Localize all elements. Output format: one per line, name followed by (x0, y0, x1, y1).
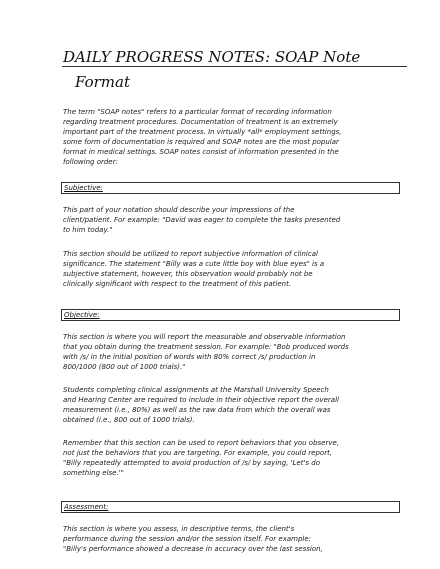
assessment-heading: Assessment: (64, 503, 109, 511)
objective-paragraph: Remember that this section can be used to report behaviors that you observe, not just the behaviors that you are targeting. For example, you could report, "Billy repeatedly attempted to avoid production of /s/ by saying, 'Let's do something else.'" (63, 439, 340, 477)
title-underline (62, 66, 407, 67)
subjective-paragraph: This section should be utilized to report subjective information of clinical significance. The statement "Billy was a cute little boy with blue eyes" is a subjective statement, however, this observation would probably not be clinically significant with respect to the treatment of this patient. (63, 250, 325, 288)
objective-paragraph: This section is where you will report the measurable and observable information that you obtain during the treatment session. For example: "Bob produced words with /s/ in the initial position of words with 80% correct /s/ production in 800/1000 (800 out of 1000 trials)." (63, 333, 349, 371)
subjective-heading-box (61, 182, 400, 194)
intro-paragraph: The term "SOAP notes" refers to a particular format of recording information regarding treatment procedures. Documentation of treatment is an extremely important part of the treatment process. In virtually *all* employment settings, some form of documentation is required and SOAP notes are the most popular format in medical settings. SOAP notes consist of information presented in the following order: (63, 108, 342, 166)
assessment-paragraph: This section is where you assess, in descriptive terms, the client's performance during the session and/or the session itself. For example: "Billy's performance showed a decrease in accuracy over the last session, (63, 525, 323, 553)
objective-heading: Objective: (64, 311, 100, 319)
subjective-paragraph: This part of your notation should describe your impressions of the client/patient. For example: "David was eager to complete the tasks presented to him today." (63, 206, 341, 234)
document-subtitle: Format (75, 73, 130, 91)
objective-paragraph: Students completing clinical assignments at the Marshall University Speech and Hearing Center are required to include in their objective report the overall measurement (i.e., 80%) as well as the raw data from which the overall was obtained (i.e., 800 out of 1000 trials). (63, 386, 339, 424)
objective-heading-box (61, 309, 400, 321)
assessment-heading-box (61, 501, 400, 513)
subjective-heading: Subjective: (64, 184, 103, 192)
document-title: DAILY PROGRESS NOTES: SOAP Note (63, 48, 361, 66)
